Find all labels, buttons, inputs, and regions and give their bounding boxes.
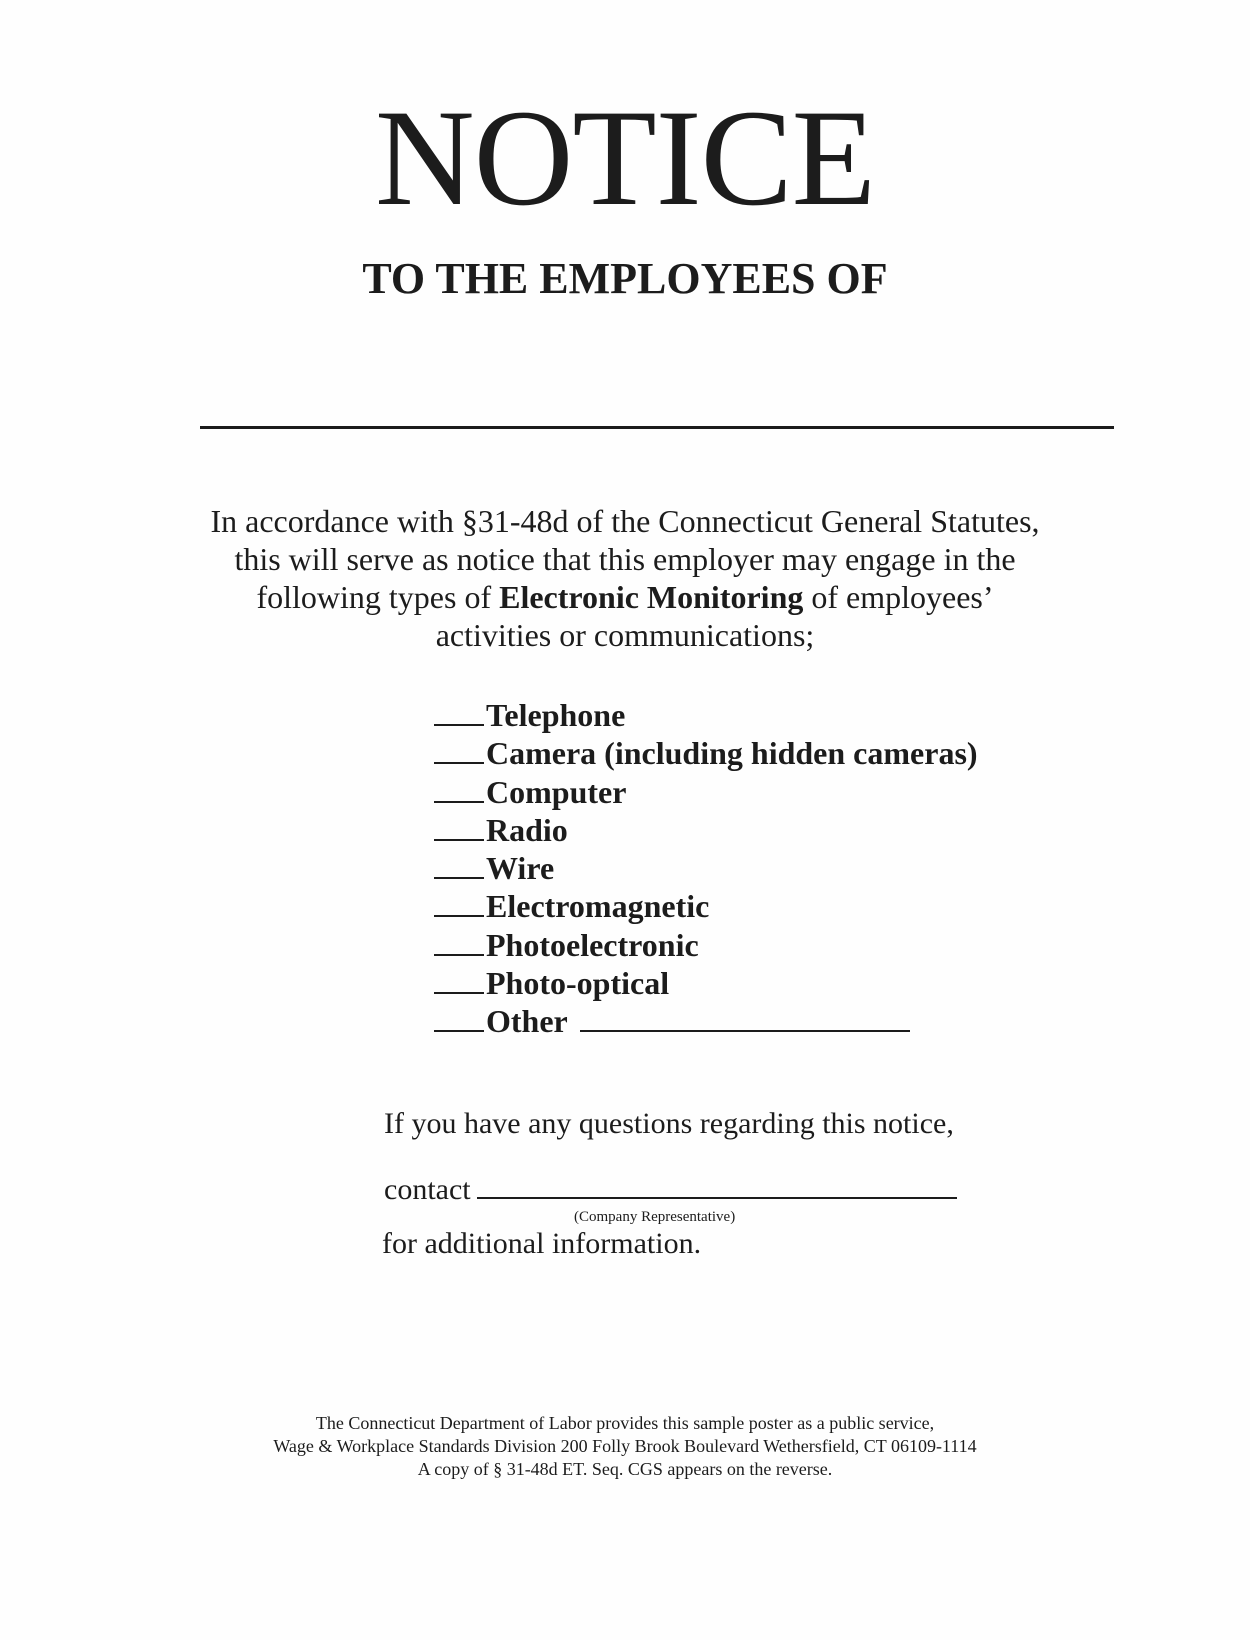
monitoring-option-telephone — [434, 696, 978, 734]
checkbox-blank — [434, 877, 484, 879]
checkbox-blank — [434, 762, 484, 764]
other-description-blank — [580, 1030, 910, 1032]
option-label: Photo-optical — [486, 965, 670, 1002]
notice-title: NOTICE — [375, 81, 875, 234]
intro-line-3 — [0, 578, 1250, 616]
option-label: Electromagnetic — [486, 888, 710, 925]
option-label: Other — [486, 1003, 568, 1040]
option-label: Camera (including hidden cameras) — [486, 735, 978, 772]
option-label: Computer — [486, 773, 627, 810]
footer-line-3: A copy of § 31-48d ET. Seq. CGS appears on the reverse. — [417, 1459, 833, 1479]
representative-caption: (Company Representative) — [574, 1209, 736, 1225]
monitoring-option-camera — [434, 734, 978, 772]
contact-label: contact — [384, 1173, 471, 1206]
monitoring-option-photoelectronic — [434, 926, 978, 964]
employer-name-blank — [200, 426, 1114, 429]
intro-line-4: activities or communications; — [435, 617, 815, 653]
notice-subtitle: TO THE EMPLOYEES OF — [362, 254, 888, 303]
option-label: Photoelectronic — [486, 926, 699, 963]
monitoring-option-other — [434, 1002, 978, 1040]
checkbox-blank — [434, 992, 484, 994]
monitoring-option-photo-optical — [434, 964, 978, 1002]
monitoring-option-electromagnetic — [434, 887, 978, 925]
additional-info-text: for additional information. — [382, 1227, 702, 1260]
monitoring-option-radio — [434, 811, 978, 849]
option-label: Wire — [486, 850, 555, 887]
company-representative-blank — [477, 1197, 957, 1199]
intro-line-3-before: following types of — [256, 579, 500, 615]
intro-paragraph — [0, 502, 1250, 654]
contact-row — [384, 1172, 957, 1208]
footer-line-1: The Connecticut Department of Labor provides this sample poster as a public service, — [315, 1413, 935, 1433]
questions-text: If you have any questions regarding this notice, — [384, 1107, 954, 1140]
intro-line-1: In accordance with §31-48d of the Connecticut General Statutes, — [210, 503, 1040, 539]
monitoring-option-wire — [434, 849, 978, 887]
intro-line-2: this will serve as notice that this employer may engage in the — [234, 541, 1016, 577]
footer — [0, 1412, 1250, 1481]
option-label: Telephone — [486, 697, 626, 733]
monitoring-types-list — [434, 696, 978, 1041]
option-label: Radio — [486, 811, 568, 848]
checkbox-blank — [434, 839, 484, 841]
electronic-monitoring-term: Electronic Monitoring — [499, 579, 804, 615]
checkbox-blank — [434, 724, 484, 726]
footer-line-2: Wage & Workplace Standards Division 200 Folly Brook Boulevard Wethersfield, CT 06109-1114 — [273, 1436, 977, 1456]
checkbox-blank — [434, 915, 484, 917]
monitoring-option-computer — [434, 773, 978, 811]
checkbox-blank — [434, 801, 484, 803]
checkbox-blank — [434, 954, 484, 956]
checkbox-blank — [434, 1030, 484, 1032]
intro-line-3-after: of employees’ — [803, 579, 994, 615]
